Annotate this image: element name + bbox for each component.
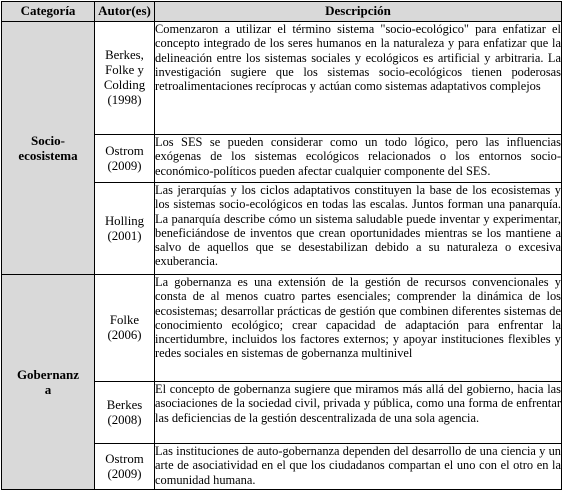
header-description: Descripción bbox=[155, 2, 562, 22]
category-label-line: Gobernanz bbox=[16, 367, 80, 382]
author-year: (2001) bbox=[107, 228, 142, 243]
author-line: Berkes bbox=[106, 397, 143, 412]
author-cell bbox=[95, 183, 155, 275]
header-row bbox=[2, 2, 562, 22]
author-line: Colding bbox=[103, 78, 146, 92]
header-category: Categoría bbox=[2, 2, 95, 22]
author-line: Ostrom bbox=[105, 451, 144, 466]
author-line: Folke y bbox=[105, 63, 144, 77]
category-label-line: a bbox=[44, 382, 52, 397]
author-cell bbox=[95, 275, 155, 382]
category-label-line: Socio- bbox=[31, 133, 65, 148]
description-cell: La gobernanza es una extensión de la gestión de recursos convencionales y consta de al menos cuatro partes esenciales; comprender la dinámica de los ecosistemas; desarrollar prácticas de gestión que combinen diferentes sistemas de conocimiento ecológico; crear capacidad de adaptación para enfrentar la incertidumbre, incluidos los factores externos; y apoyar instituciones flexibles y redes sociales en sistemas de gobernanza multinivel bbox=[155, 275, 562, 382]
category-cell-gobernanza bbox=[2, 275, 95, 490]
category-cell-socio-ecosistema bbox=[2, 22, 95, 275]
author-year: (2009) bbox=[107, 158, 142, 173]
description-cell: Las jerarquías y los ciclos adaptativos constituyen la base de los ecosistemas y los sistemas socio-ecológicos en todas las escalas. Juntos forman una panarquía. La panarquía describe cómo un sistema saludable puede inventar y experimentar, beneficiándose de inventos que crean oportunidades mientras se los mantiene a salvo de aquellos que se desestabilizan debido a su naturaleza o excesiva exuberancia. bbox=[155, 183, 562, 275]
header-authors: Autor(es) bbox=[95, 2, 155, 22]
category-label-line: ecosistema bbox=[18, 148, 78, 163]
author-year: (2006) bbox=[107, 328, 142, 342]
table-row bbox=[2, 275, 562, 382]
author-line: Holling bbox=[104, 213, 145, 228]
author-line: Ostrom bbox=[105, 143, 144, 158]
table-row bbox=[2, 22, 562, 135]
author-cell bbox=[95, 444, 155, 490]
description-cell: Comenzaron a utilizar el término sistema "socio-ecológico" para enfatizar el concepto integrado de los seres humanos en la naturaleza y para enfatizar que la delineación entre los sistemas sociales y ecológicos es artificial y arbitraria. La investigación sugiere que los sistemas socio-ecológicos tienen poderosas retroalimentaciones recíprocas y actúan como sistemas adaptativos complejos bbox=[155, 22, 562, 135]
author-line: Folke bbox=[109, 313, 140, 327]
description-cell: Los SES se pueden considerar como un todo lógico, pero las influencias exógenas de los sistemas ecológicos relacionados o los entornos socio-económico-políticos pueden afectar cualquier componente del SES. bbox=[155, 135, 562, 183]
author-cell bbox=[95, 135, 155, 183]
author-year: (2009) bbox=[107, 466, 142, 481]
author-cell bbox=[95, 382, 155, 444]
author-year: (2008) bbox=[107, 412, 142, 427]
description-cell: Las instituciones de auto-gobernanza dependen del desarrollo de una ciencia y un arte de asociatividad en el que los ciudadanos compartan el uno con el otro en la comunidad humana. bbox=[155, 444, 562, 490]
author-line: Berkes, bbox=[105, 48, 144, 62]
author-cell bbox=[95, 22, 155, 135]
description-cell: El concepto de gobernanza sugiere que miramos más allá del gobierno, hacia las asociaciones de la sociedad civil, privada y pública, como una forma de enfrentar las deficiencias de la gestión descentralizada de una sola agencia. bbox=[155, 382, 562, 444]
literature-table bbox=[1, 1, 562, 490]
author-year: (1998) bbox=[107, 93, 142, 107]
